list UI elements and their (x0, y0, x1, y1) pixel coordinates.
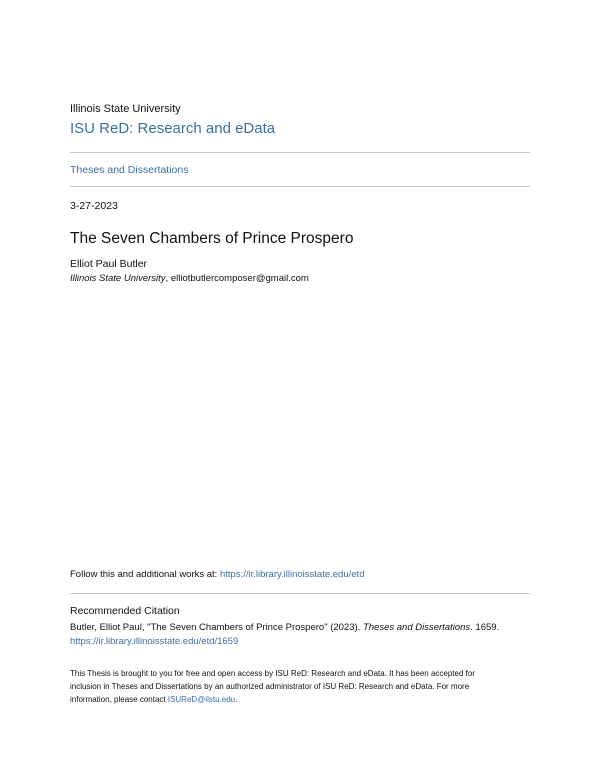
author-affiliation (70, 273, 309, 284)
follow-text: Follow this and additional works at: (70, 569, 220, 580)
citation-pre: Butler, Elliot Paul, "The Seven Chambers of Prince Prospero" (2023). (70, 622, 363, 633)
citation-heading: Recommended Citation (70, 605, 180, 617)
follow-line (70, 569, 364, 580)
footer-contact-text: information, please contact (70, 695, 168, 704)
footer-line-3 (70, 695, 237, 704)
citation-text (70, 622, 499, 633)
citation-post: . 1659. (470, 622, 500, 633)
footer-line-1: This Thesis is brought to you for free and open access by ISU ReD: Research and eData. It has been accepted for (70, 669, 475, 678)
author-name: Elliot Paul Butler (70, 258, 148, 270)
contact-email-link[interactable]: ISUReD@ilstu.edu (167, 695, 236, 704)
divider (70, 152, 530, 153)
affiliation: Illinois State University (70, 273, 166, 284)
follow-link[interactable]: https://ir.library.illinoisstate.edu/etd (219, 569, 365, 580)
collection-link[interactable]: Theses and Dissertations (70, 164, 189, 176)
document-date: 3-27-2023 (70, 200, 118, 212)
citation-series: Theses and Dissertations (362, 622, 471, 633)
divider (70, 186, 530, 187)
citation-link[interactable]: https://ir.library.illinoisstate.edu/etd/1659 (70, 636, 239, 647)
footer-end: . (235, 695, 238, 704)
divider (70, 593, 530, 594)
document-title: The Seven Chambers of Prince Prospero (70, 230, 354, 247)
footer-line-2: inclusion in Theses and Dissertations by an authorized administrator of ISU ReD: Research and eData. For more (70, 682, 470, 691)
repository-link[interactable]: ISU ReD: Research and eData (70, 120, 276, 137)
author-email: , elliotbutlercomposer@gmail.com (165, 273, 309, 284)
institution-name: Illinois State University (70, 103, 181, 115)
